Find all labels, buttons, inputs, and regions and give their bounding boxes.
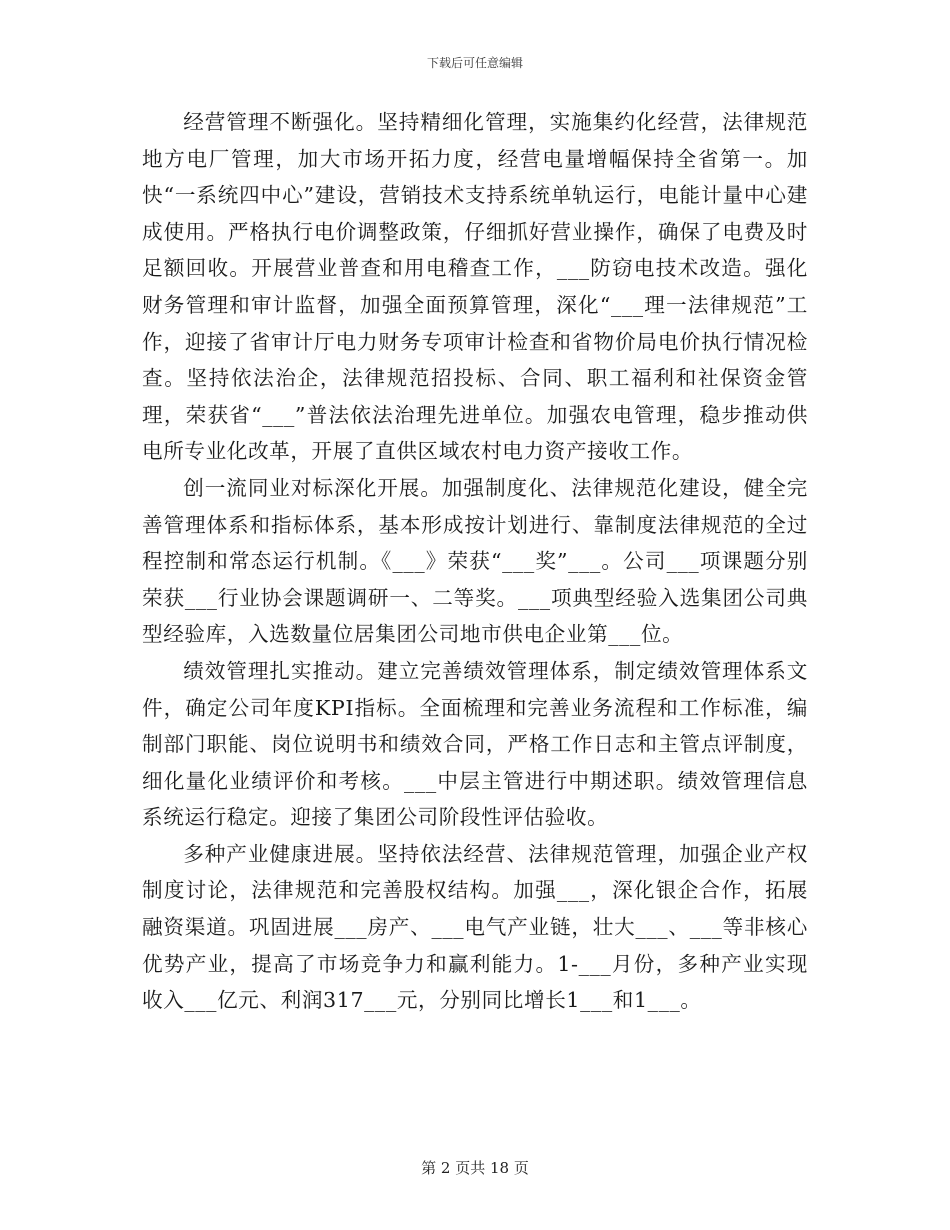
paragraph-operations: 经营管理不断强化。坚持精细化管理，实施集约化经营，法律规范地方电厂管理，加大市场开拓力度，经营电量增幅保持全省第一。加快“一系统四中心”建设，营销技术支持系统单轨运行，电能计量中心建成使用。严格执行电价调整政策，仔细抓好营业操作，确保了电费及时足额回收。开展营业普查和用电稽查工作，___防窃电技术改造。强化财务管理和审计监督，加强全面预算管理，深化“___理一法律规范”工作，迎接了省审计厅电力财务专项审计检查和省物价局电价执行情况检查。坚持依法治企，法律规范招投标、合同、职工福利和社保资金管理，荣获省“___”普法依法治理先进单位。加强农电管理，稳步推动供电所专业化改革，开展了直供区域农村电力资产接收工作。 — [142, 110, 808, 464]
paragraph-industries: 多种产业健康进展。坚持依法经营、法律规范管理，加强企业产权制度讨论，法律规范和完善股权结构。加强___，深化银企合作，拓展融资渠道。巩固进展___房产、___电气产业链，壮大___、___等非核心优势产业，提高了市场竞争力和赢利能力。1-___月份，多种产业实现收入___亿元、利润317___元，分别同比增长1___和1___。 — [142, 841, 808, 1013]
page-header: 下载后可任意编辑 — [426, 56, 523, 70]
paragraph-performance: 绩效管理扎实推动。建立完善绩效管理体系，制定绩效管理体系文件，确定公司年度KPI指标。全面梳理和完善业务流程和工作标准，编制部门职能、岗位说明书和绩效合同，严格工作日志和主管点评制度，细化量化业绩评价和考核。___中层主管进行中期述职。绩效管理信息系统运行稳定。迎接了集团公司阶段性评估验收。 — [142, 658, 808, 830]
paragraph-benchmarking: 创一流同业对标深化开展。加强制度化、法律规范化建设，健全完善管理体系和指标体系，基本形成按计划进行、靠制度法律规范的全过程控制和常态运行机制。《___》荣获“___奖”___。公司___项课题分别荣获___行业协会课题调研一、二等奖。___项典型经验入选集团公司典型经验库，入选数量位居集团公司地市供电企业第___位。 — [142, 475, 808, 647]
document-body — [142, 104, 808, 1019]
page-number: 第 2 页共 18 页 — [421, 1159, 529, 1177]
